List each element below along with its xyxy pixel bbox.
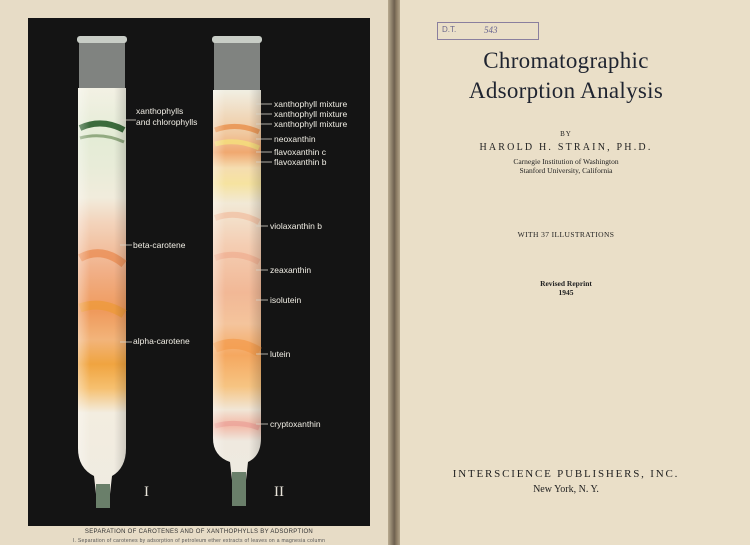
column-one-numeral: I <box>144 484 149 500</box>
publisher-city: New York, N. Y. <box>533 484 599 495</box>
label-violaxanthin-b: violaxanthin b <box>270 221 322 231</box>
plate-caption: SEPARATION OF CAROTENES AND OF XANTHOPHYLLS BY ADSORPTION <box>84 529 314 535</box>
affiliation-1: Carnegie Institution of Washington <box>513 157 619 166</box>
label-xanthophyll-mixture-2: xanthophyll mixture <box>274 109 348 119</box>
label-alpha-carotene: alpha-carotene <box>133 336 190 346</box>
label-lutein: lutein <box>270 349 291 359</box>
column-one <box>77 36 127 508</box>
library-stamp <box>437 22 539 40</box>
book-title-line-2: Adsorption Analysis <box>468 78 664 103</box>
label-beta-carotene: beta-carotene <box>133 240 186 250</box>
label-xanthophylls: xanthophylls <box>136 106 184 116</box>
column-two-numeral: II <box>274 484 284 500</box>
edition-year: 1945 <box>558 288 574 297</box>
publisher-name: INTERSCIENCE PUBLISHERS, INC. <box>452 468 680 480</box>
label-neoxanthin: neoxanthin <box>274 134 316 144</box>
book-title-line-1: Chromatographic <box>483 48 649 73</box>
illustrations-note: WITH 37 ILLUSTRATIONS <box>517 230 615 239</box>
plate-footnote: I. Separation of carotenes by adsorption of petroleum ether extracts of leaves on a magnesia column <box>72 538 326 544</box>
stamp-prefix: D.T. <box>442 25 457 34</box>
label-isolutein: isolutein <box>270 295 302 305</box>
label-flavoxanthin-c: flavoxanthin c <box>274 147 326 157</box>
affiliation-2: Stanford University, California <box>519 166 613 175</box>
by-line: BY <box>560 130 572 138</box>
label-xanthophyll-mixture-1: xanthophyll mixture <box>274 99 348 109</box>
label-cryptoxanthin: cryptoxanthin <box>270 419 321 429</box>
label-zeaxanthin: zeaxanthin <box>270 265 312 275</box>
color-plate <box>28 18 370 526</box>
stamp-number: 543 <box>484 25 498 35</box>
chromatography-columns-illustration <box>28 18 370 526</box>
label-xanthophyll-mixture-3: xanthophyll mixture <box>274 119 348 129</box>
author-name: HAROLD H. STRAIN, PH.D. <box>479 142 653 153</box>
column-two <box>212 36 262 506</box>
edition-note: Revised Reprint <box>540 279 592 288</box>
label-flavoxanthin-b: flavoxanthin b <box>274 157 327 167</box>
label-and-chlorophylls: and chlorophylls <box>136 117 198 127</box>
